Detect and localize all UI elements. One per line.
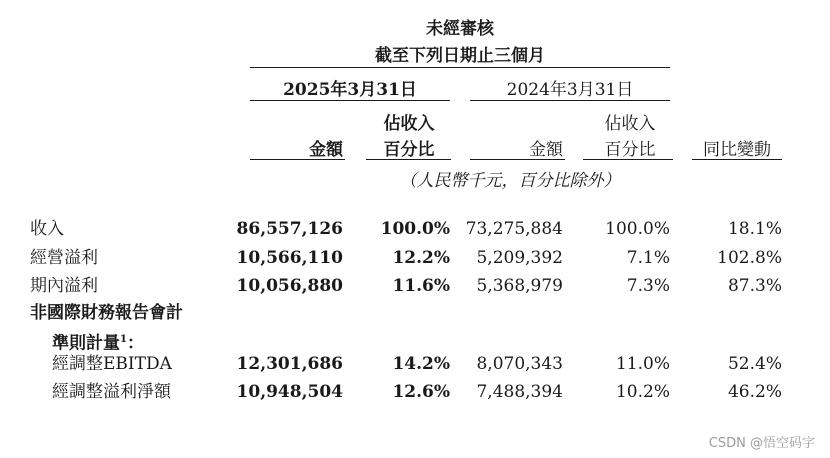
row-label: 期內溢利 [30,276,98,296]
cell-pct-2024: 10.2% [615,382,670,402]
watermark: CSDN @悟空码字 [708,436,815,451]
cell-pct-2025: 14.2% [392,354,450,374]
row-label: 經調整溢利淨額 [52,382,171,402]
cell-pct-2025: 12.2% [392,248,450,268]
header-period-title: 截至下列日期止三個月 [375,46,545,66]
cell-amount-2024: 7,488,394 [476,382,563,402]
period-2024: 2024年3月31日 [506,80,634,100]
col-rule-amount-2025 [250,159,345,160]
footnote-mark: 1 [120,334,127,345]
cell-amount-2025: 10,948,504 [236,382,343,402]
period-2024-rule [470,100,670,101]
cell-pct-2024: 7.3% [626,276,670,296]
col-pct-2024-line1: 佔收入 [604,114,656,134]
cell-pct-2024: 100.0% [605,219,670,239]
row-label: 經營溢利 [30,248,98,268]
col-amount-2024: 金額 [529,140,563,160]
row-label: 經調整EBITDA [52,354,172,374]
col-rule-yoy [692,159,782,160]
cell-yoy: 102.8% [717,248,782,268]
cell-pct-2025: 12.6% [392,382,450,402]
col-pct-2025-line1: 佔收入 [383,114,435,134]
cell-yoy: 52.4% [727,354,782,374]
cell-amount-2025: 86,557,126 [236,219,343,239]
period-2025-rule [250,100,450,101]
cell-amount-2024: 8,070,343 [476,354,563,374]
section-heading-text: 準則計量 [52,333,120,354]
col-rule-pct-2025 [366,159,451,160]
col-pct-2024-line2: 百分比 [604,140,656,160]
period-2025: 2025年3月31日 [283,80,417,100]
cell-yoy: 87.3% [727,276,782,296]
cell-amount-2025: 10,566,110 [236,248,343,268]
col-amount-2025: 金額 [309,140,343,160]
cell-amount-2025: 10,056,880 [236,276,343,296]
col-pct-2025-line2: 百分比 [383,140,435,160]
header-unaudited: 未經審核 [426,19,494,39]
col-rule-pct-2024 [583,159,673,160]
section-heading-line1: 非國際財務報告會計 [30,303,183,323]
cell-pct-2024: 11.0% [615,354,670,374]
section-heading-colon: ： [126,333,144,354]
col-rule-amount-2024 [470,159,565,160]
unit-note: （人民幣千元，百分比除外） [399,171,621,191]
cell-amount-2025: 12,301,686 [236,354,343,374]
row-label: 收入 [30,219,64,239]
section-heading-line2 [52,329,144,355]
cell-yoy: 18.1% [727,219,782,239]
header-rule [250,67,670,68]
col-yoy: 同比變動 [703,140,771,160]
cell-amount-2024: 73,275,884 [465,219,563,239]
cell-yoy: 46.2% [727,382,782,402]
cell-pct-2025: 100.0% [380,219,450,239]
cell-pct-2024: 7.1% [626,248,670,268]
cell-amount-2024: 5,209,392 [476,248,563,268]
cell-pct-2025: 11.6% [392,276,450,296]
cell-amount-2024: 5,368,979 [476,276,563,296]
